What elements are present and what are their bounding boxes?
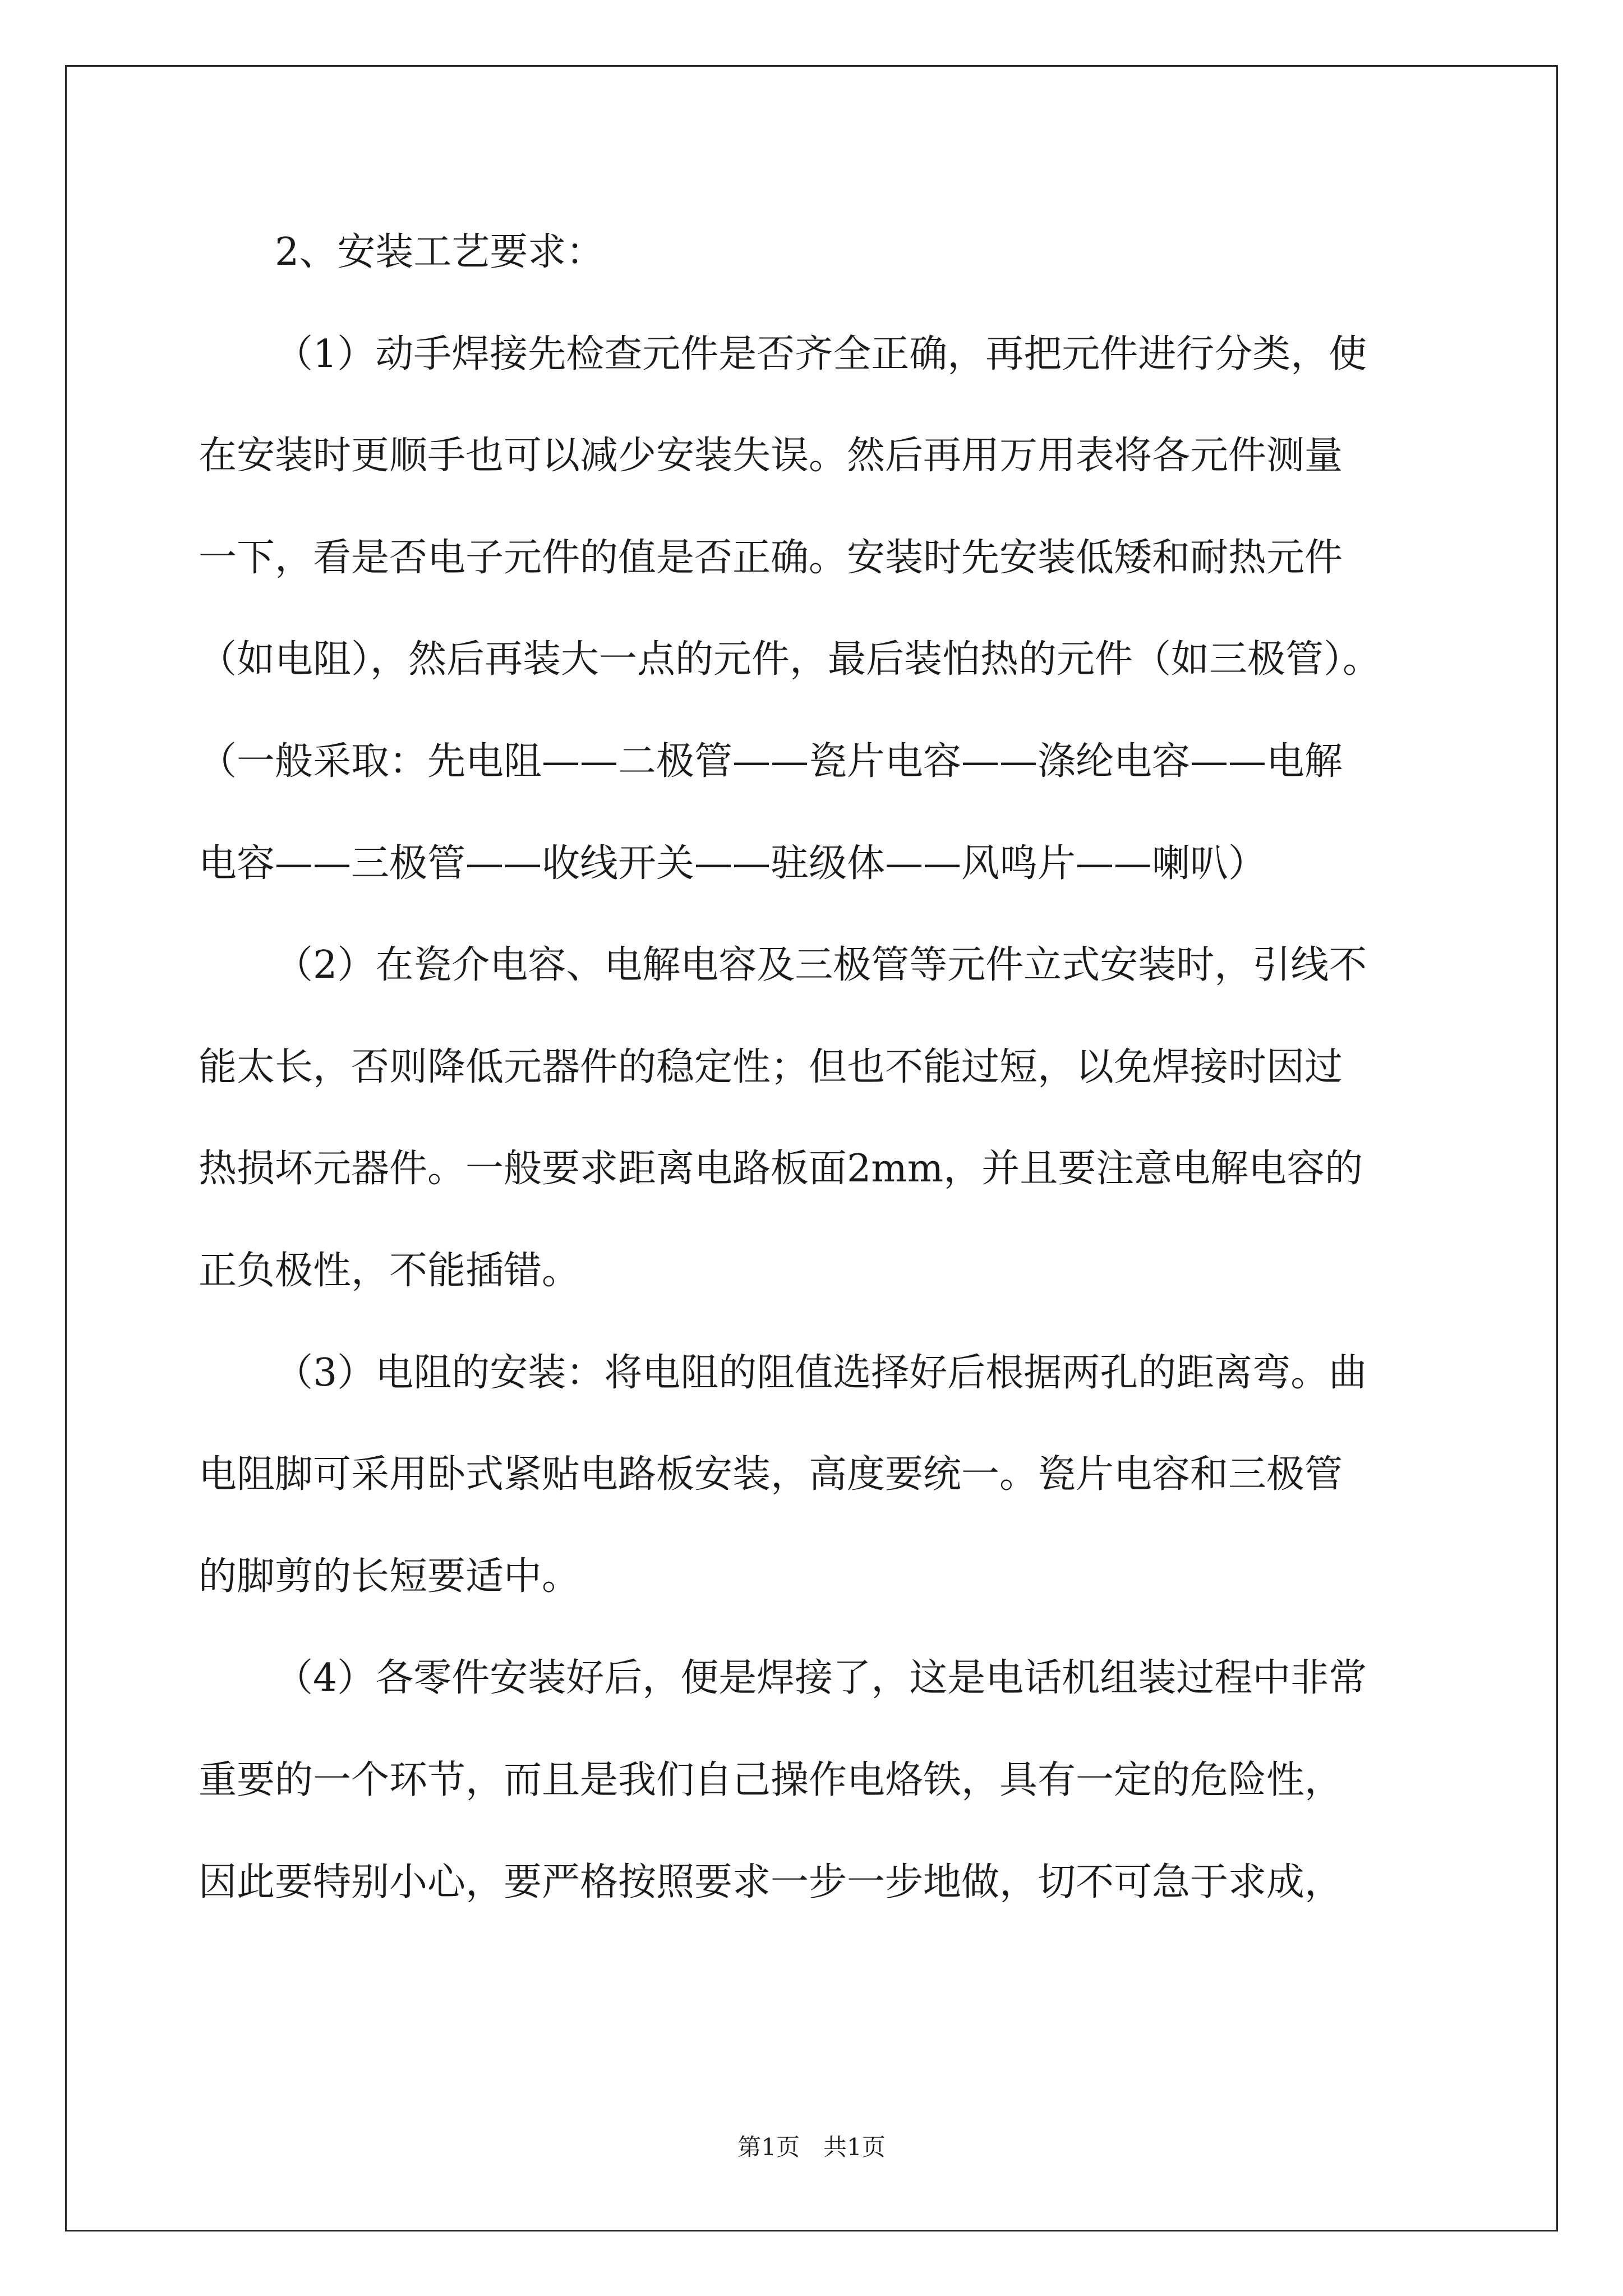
section-heading: 2、安装工艺要求： bbox=[275, 230, 605, 274]
paragraph-3-line-1: （3）电阻的安装：将电阻的阻值选择好后根据两孔的距离弯。曲 bbox=[275, 1351, 1367, 1395]
paragraph-1-line-4: （如电阻），然后再装大一点的元件，最后装怕热的元件（如三极管）。 bbox=[199, 637, 1381, 682]
paragraph-4-line-2: 重要的一个环节，而且是我们自己操作电烙铁，具有一定的危险性， bbox=[199, 1758, 1343, 1802]
paragraph-4-line-3: 因此要特别小心，要严格按照要求一步一步地做，切不可急于求成， bbox=[199, 1860, 1343, 1904]
page-number-footer: 第1页 共1页 bbox=[737, 2133, 886, 2161]
paragraph-2-line-4: 正负极性，不能插错。 bbox=[199, 1249, 580, 1293]
paragraph-3-line-2: 电阻脚可采用卧式紧贴电路板安装，高度要统一。瓷片电容和三极管 bbox=[199, 1452, 1343, 1497]
paragraph-1-line-1: （1）动手焊接先检查元件是否齐全正确，再把元件进行分类，使 bbox=[275, 332, 1367, 376]
paragraph-3-line-3: 的脚剪的长短要适中。 bbox=[199, 1554, 580, 1599]
paragraph-2-line-2: 能太长，否则降低元器件的稳定性；但也不能过短，以免焊接时因过 bbox=[199, 1045, 1343, 1089]
paragraph-1-line-3: 一下，看是否电子元件的值是否正确。安装时先安装低矮和耐热元件 bbox=[199, 536, 1343, 580]
paragraph-2-line-1: （2）在瓷介电容、电解电容及三极管等元件立式安装时，引线不 bbox=[275, 943, 1367, 987]
paragraph-1-line-6: 电容——三极管——收线开关——驻级体——风鸣片——喇叭） bbox=[199, 841, 1267, 886]
paragraph-1-line-5: （一般采取：先电阻——二极管——瓷片电容——涤纶电容——电解 bbox=[199, 739, 1343, 784]
paragraph-2-line-3: 热损坏元器件。一般要求距离电路板面2mm，并且要注意电解电容的 bbox=[199, 1147, 1363, 1191]
paragraph-1-line-2: 在安装时更顺手也可以减少安装失误。然后再用万用表将各元件测量 bbox=[199, 434, 1343, 478]
paragraph-4-line-1: （4）各零件安装好后，便是焊接了，这是电话机组装过程中非常 bbox=[275, 1656, 1367, 1700]
